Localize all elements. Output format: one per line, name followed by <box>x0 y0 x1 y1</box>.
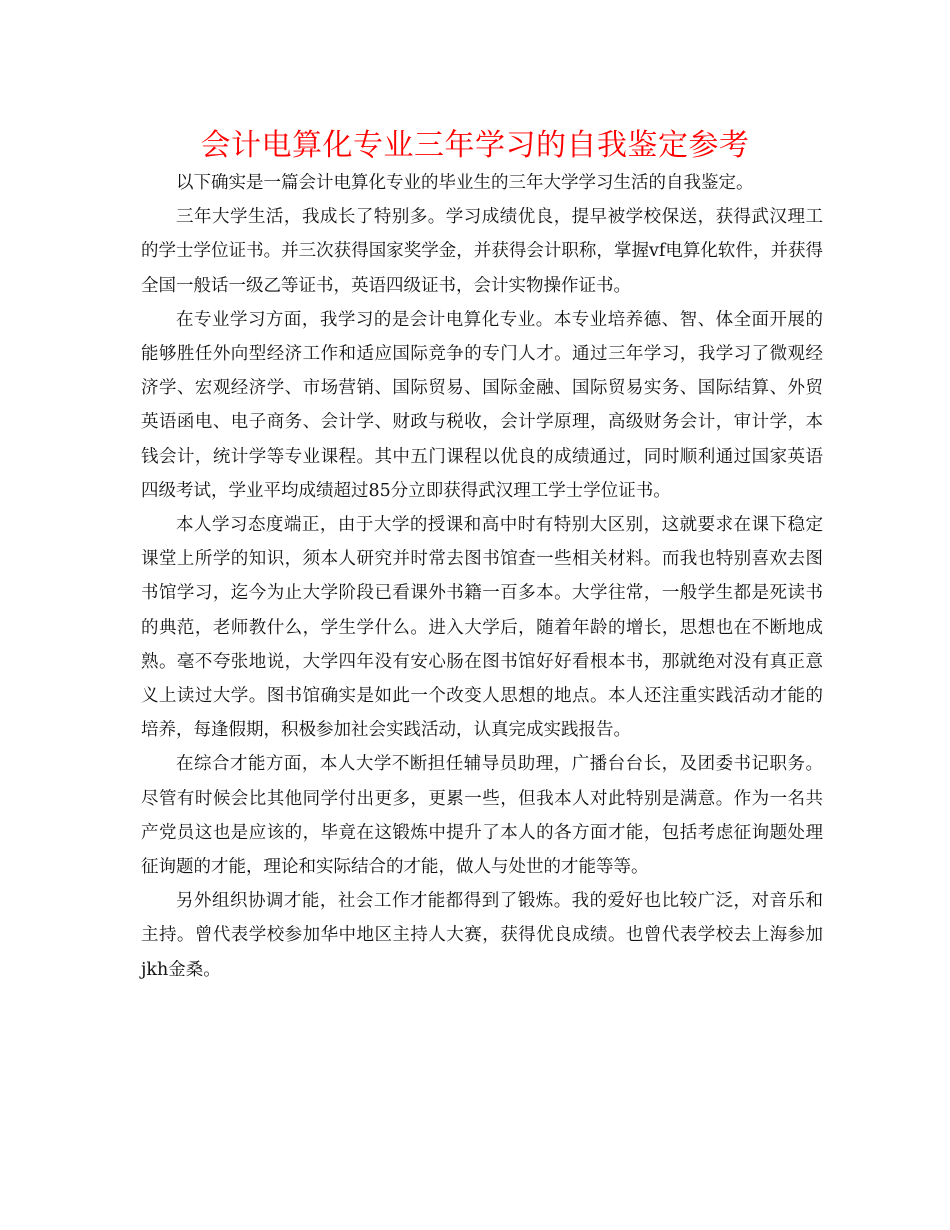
document-title: 会计电算化专业三年学习的自我鉴定参考 <box>200 128 750 163</box>
paragraph-study-attitude: 本人学习态度端正，由于大学的授课和高中时有特别大区别，这就要求在课下稳定课堂上所学的知识，须本人研究并时常去图书馆查一些相关材料。而我也特别喜欢去图书馆学习，迄今为止大学阶段已看课外书籍一百多本。大学往常，一般学生都是死读书的典范，老师教什么，学生学什么。进入大学后，随着年龄的增长，思想也在不断地成熟。毫不夸张地说，大学四年没有安心肠在图书馆好好看根本书，那就绝对没有真正意义上读过大学。图书馆确实是如此一个改变人思想的地点。本人还注重实践活动才能的培养，每逢假期，积极参加社会实践活动，认真完成实践报告。 <box>141 515 823 741</box>
document-body <box>141 166 823 987</box>
paragraph-intro: 以下确实是一篇会计电算化专业的毕业生的三年大学学习生活的自我鉴定。 <box>176 173 754 193</box>
paragraph-comprehensive-abilities: 在综合才能方面，本人大学不断担任辅导员助理，广播台台长，及团委书记职务。尽管有时候会比其他同学付出更多，更累一些，但我本人对此特别是满意。作为一名共产党员这也是应该的，毕竟在这锻炼中提升了本人的各方面才能，包括考虑征询题处理征询题的才能，理论和实际结合的才能，做人与处世的才能等等。 <box>141 754 823 878</box>
paragraph-other-abilities: 另外组织协调才能，社会工作才能都得到了锻炼。我的爱好也比较广泛，对音乐和主持。曾代表学校参加华中地区主持人大赛，获得优良成绩。也曾代表学校去上海参加jkh金桑。 <box>141 891 823 980</box>
paragraph-professional-study: 在专业学习方面，我学习的是会计电算化专业。本专业培养德、智、体全面开展的能够胜任外向型经济工作和适应国际竞争的专门人才。通过三年学习，我学习了微观经济学、宏观经济学、市场营销、国际贸易、国际金融、国际贸易实务、国际结算、外贸英语函电、电子商务、会计学、财政与税收，会计学原理，高级财务会计，审计学，本钱会计，统计学等专业课程。其中五门课程以优良的成绩通过，同时顺利通过国家英语四级考试，学业平均成绩超过85分立即获得武汉理工学士学位证书。 <box>141 309 823 501</box>
paragraph-achievements: 三年大学生活，我成长了特别多。学习成绩优良，提早被学校保送，获得武汉理工的学士学位证书。并三次获得国家奖学金，并获得会计职称，掌握vf电算化软件，并获得全国一般话一级乙等证书，英语四级证书，会计实物操作证书。 <box>141 207 823 296</box>
